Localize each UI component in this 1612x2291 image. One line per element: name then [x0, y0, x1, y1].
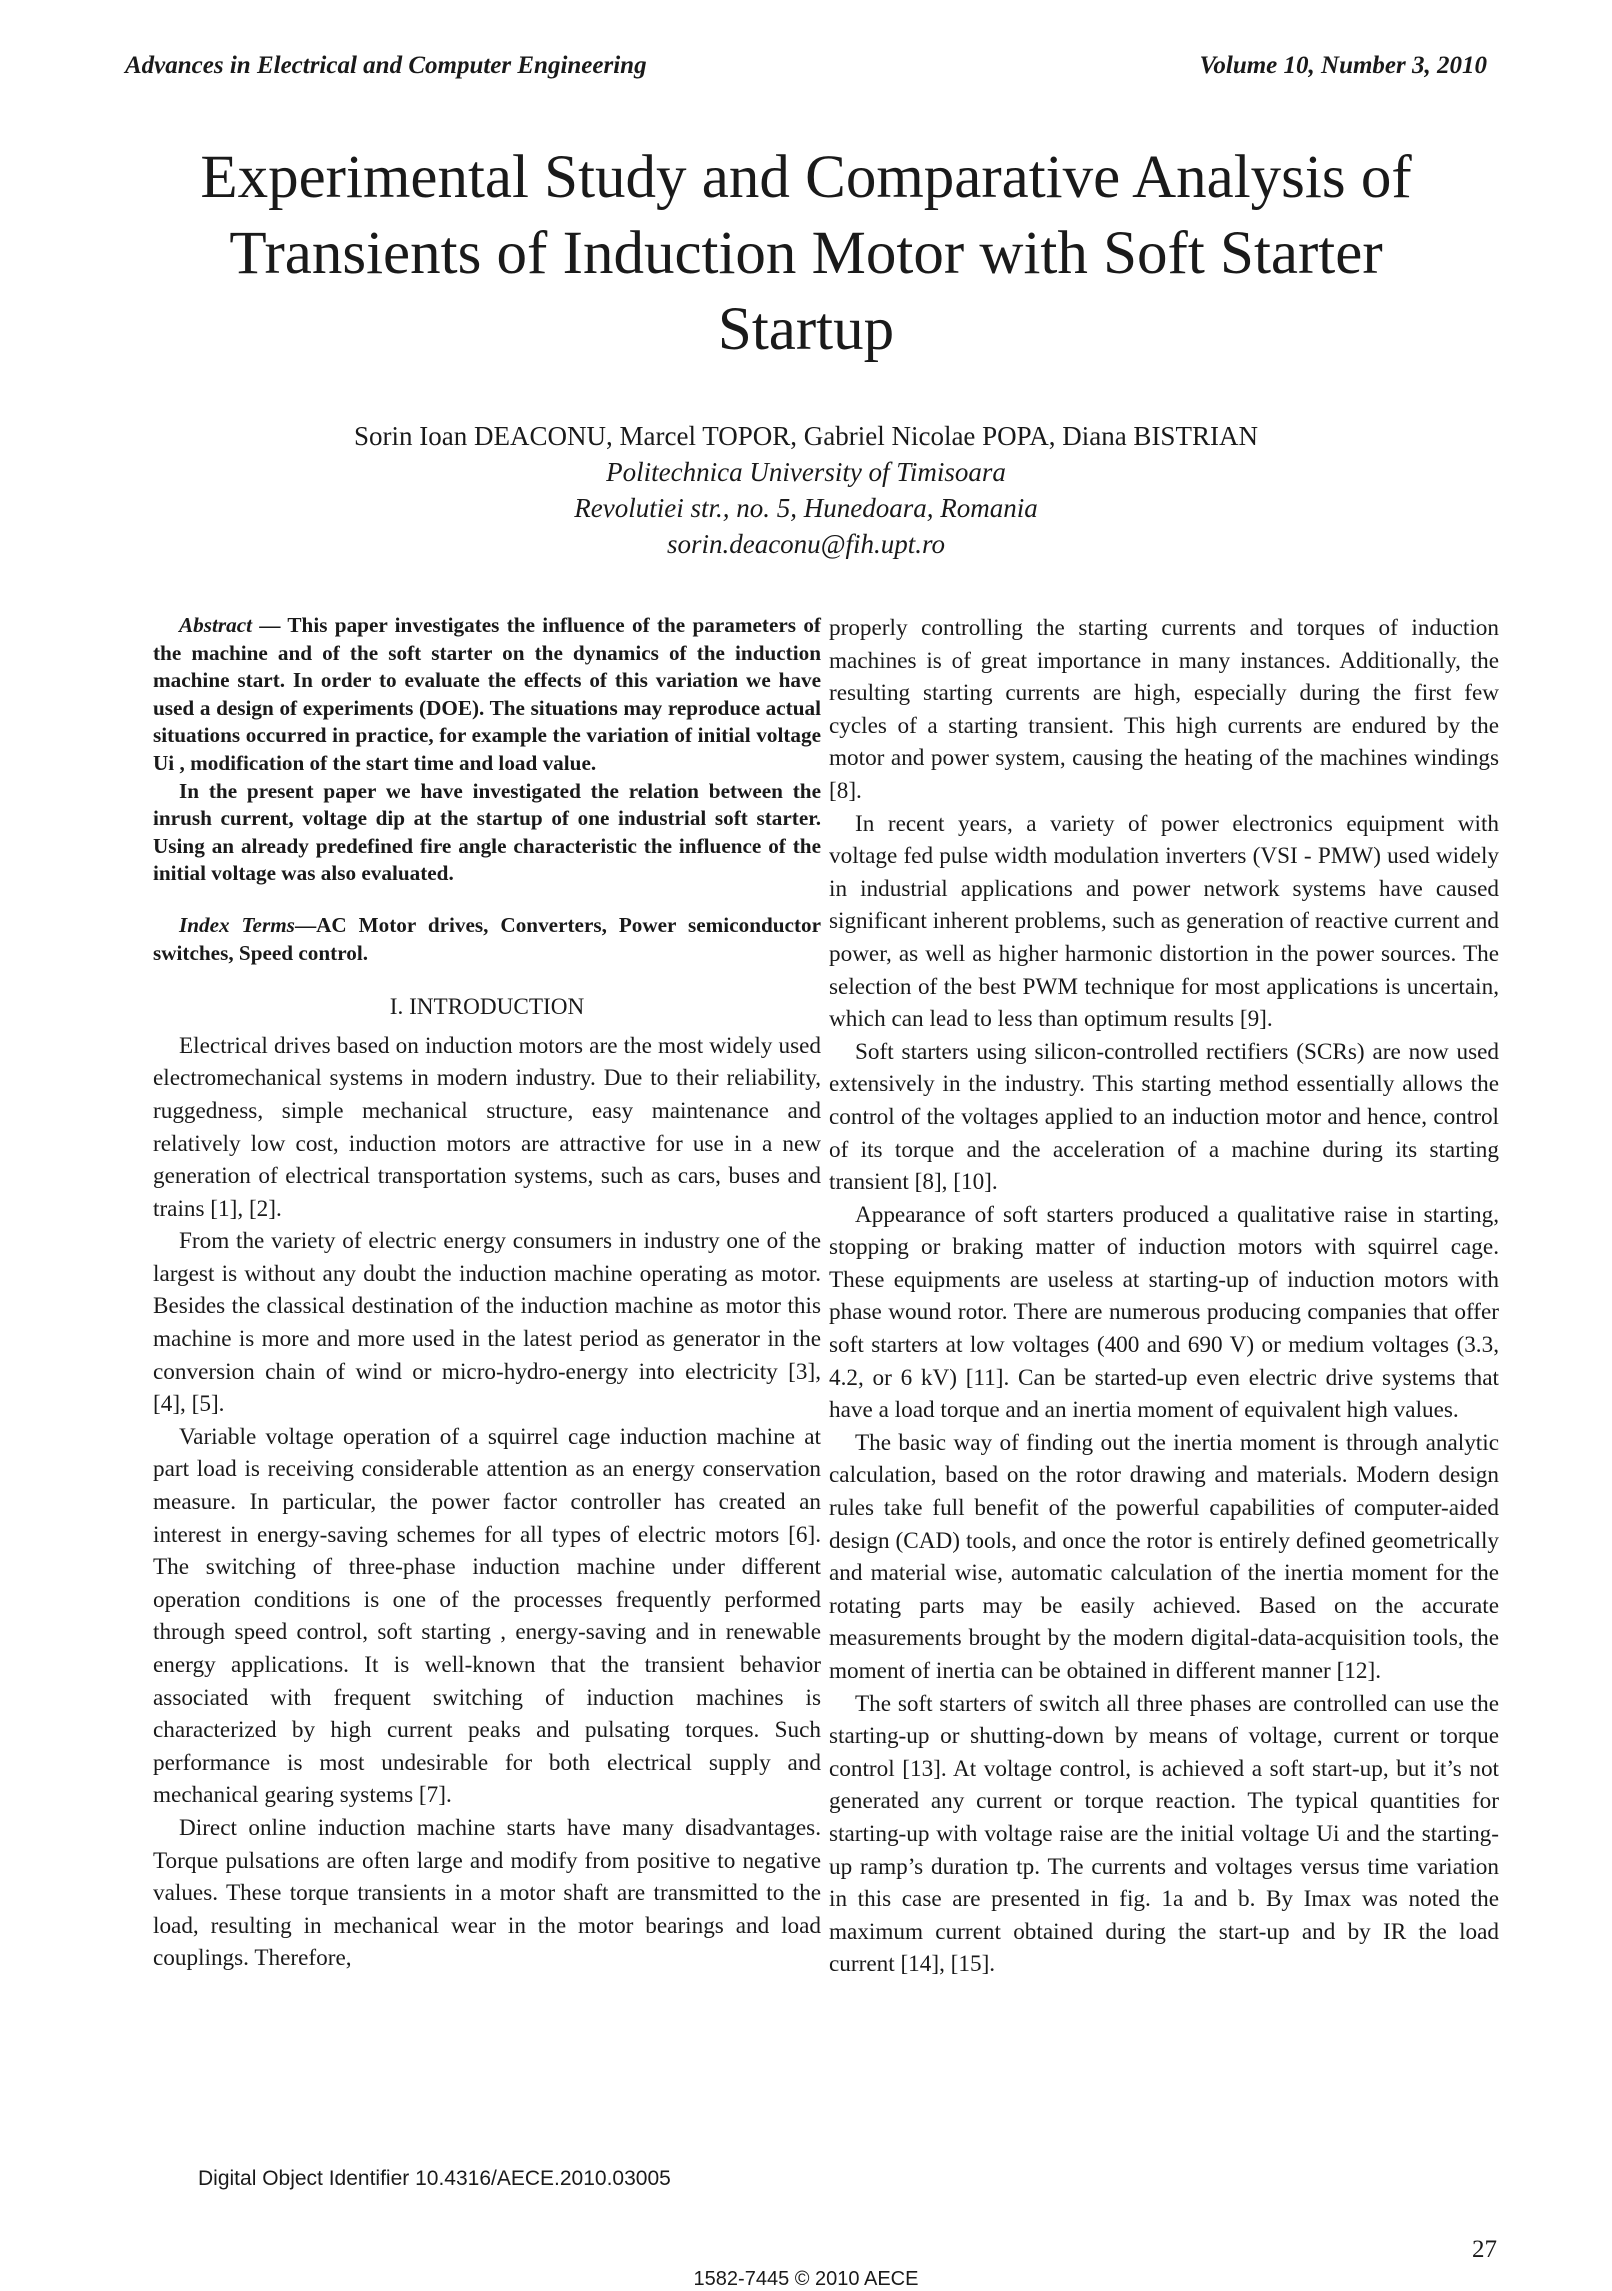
left-column [153, 612, 821, 1975]
index-terms [153, 912, 821, 967]
intro-paragraph-2: From the variety of electric energy consumers in industry one of the largest is without any doubt the induction machine operating as motor. Besides the classical destination of the induction machine as motor this machine is more and more used in the latest period as generator in the conversion chain of wind or micro-hydro-energy into electricity [3], [4], [5]. [153, 1228, 821, 1418]
abstract-text-1: — This paper investigates the influence of the parameters of the machine and of the soft starter on the dynamics of the induction machine start. In order to evaluate the effects of this variation we have used a design of experiments (DOE). The situations may reproduce actual situations occurred in practice, for example the variation of initial voltage Ui , modification of the start time and load value. [153, 613, 821, 775]
author-affiliation: Politechnica University of Timisoara [606, 457, 1006, 487]
running-header [125, 52, 1487, 86]
abstract-paragraph-1 [153, 612, 821, 778]
author-address: Revolutiei str., no. 5, Hunedoara, Romania [574, 493, 1038, 523]
journal-name: Advances in Electrical and Computer Engineering [125, 52, 647, 79]
abstract-label: Abstract [179, 613, 252, 637]
author-email: sorin.deaconu@fih.upt.ro [666, 529, 946, 559]
page-number: 27 [1472, 2236, 1497, 2263]
index-terms-label: Index Terms [179, 912, 295, 937]
right-paragraph-3: Soft starters using silicon-controlled rectifiers (SCRs) are now used extensively in the industry. This starting method essentially allows the control of the voltages applied to an induction motor and hence, control of its torque and the acceleration of a machine during its starting transient [8], [10]. [829, 1038, 1499, 1196]
right-paragraph-6: The soft starters of switch all three phases are controlled can use the starting-up or shutting-down by means of voltage, current or torque control [13]. At voltage control, is achieved a soft start-up, but it’s not generated any current or torque reaction. The typical quantities for starting-up with voltage raise are the initial voltage Ui and the starting-up ramp’s duration tp. The currents and voltages versus time variation in this case are presented in fig. 1a and b. By Imax was noted the maximum current obtained during the start-up and by IR the load current [14], [15]. [829, 1690, 1499, 1978]
intro-paragraph-3: Variable voltage operation of a squirrel cage induction machine at part load is receiving considerable attention as an energy conservation measure. In particular, the power factor controller has created an interest in energy-saving schemes for all types of electric motors [6]. The switching of three-phase induction machine under different operation conditions is one of the processes frequently performed through speed control, soft starting , energy-saving and in renewable energy applications. It is well-known that the transient behavior associated with frequent switching of induction machines is characterized by high current peaks and pulsating torques. Such performance is most undesirable for both electrical supply and mechanical gearing systems [7]. [153, 1423, 821, 1809]
section-heading: I. INTRODUCTION [389, 994, 585, 1021]
copyright-footer: 1582-7445 © 2010 AECE [693, 2268, 919, 2290]
right-column [829, 612, 1499, 1981]
intro-paragraph-1: Electrical drives based on induction motors are the most widely used electromechanical systems in modern industry. Due to their reliability, ruggedness, simple mechanical structure, easy maintenance and relatively low cost, induction motors are attractive for use in a new generation of electrical transportation systems, such as cars, buses and trains [1], [2]. [153, 1032, 821, 1222]
doi-footnote: Digital Object Identifier 10.4316/AECE.2010.03005 [198, 2167, 671, 2190]
right-paragraph-2: In recent years, a variety of power electronics equipment with voltage fed pulse width modulation inverters (VSI - PMW) used widely in industrial applications and power network systems have caused significant inherent problems, such as generation of reactive current and power, as well as higher harmonic distortion in the power sources. The selection of the best PWM technique for most applications is uncertain, which can lead to less than optimum results [9]. [829, 810, 1499, 1033]
intro-paragraph-4: Direct online induction machine starts have many disadvantages. Torque pulsations are often large and modify from positive to negative values. These torque transients in a motor shaft are transmitted to the load, resulting in mechanical wear in the motor bearings and load couplings. Therefore, [153, 1814, 821, 1972]
right-paragraph-1: properly controlling the starting currents and torques of induction machines is of great importance in many instances. Additionally, the resulting starting currents are high, especially during the first few cycles of a starting transient. This high currents are endured by the motor and power system, causing the heating of the machines windings [8]. [829, 615, 1499, 804]
index-terms-text: —AC Motor drives, Converters, Power semiconductor switches, Speed control. [153, 912, 822, 965]
right-paragraph-4: Appearance of soft starters produced a qualitative raise in starting, stopping or braking matter of induction motors with squirrel cage. These equipments are useless at starting-up of induction motors with phase wound rotor. There are numerous producing companies that offer soft starters at low voltages (400 and 690 V) or medium voltages (3.3, 4.2, or 6 kV) [11]. Can be started-up even electric drive systems that have a load torque and an inertia moment of equivalent high values. [829, 1201, 1499, 1424]
paper-title: Experimental Study and Comparative Analysis of Transients of Induction Motor with Soft Starter Startup [200, 144, 1412, 363]
right-paragraph-5: The basic way of finding out the inertia moment is through analytic calculation, based on the rotor drawing and materials. Modern design rules take full benefit of the powerful capabilities of computer-aided design (CAD) tools, and once the rotor is entirely defined geometrically and material wise, automatic calculation of the inertia moment for the rotating parts may be easily achieved. Based on the accurate measurements brought by the modern digital-data-acquisition tools, the moment of inertia can be obtained in different manner [12]. [829, 1429, 1499, 1684]
abstract [153, 612, 821, 888]
volume-info: Volume 10, Number 3, 2010 [1199, 52, 1487, 79]
author-block [140, 418, 1472, 562]
abstract-paragraph-2: In the present paper we have investigated the relation between the inrush current, voltage dip at the startup of one industrial soft starter. Using an already predefined fire angle characteristic the influence of the initial voltage was also evaluated. [153, 778, 821, 886]
author-names: Sorin Ioan DEACONU, Marcel TOPOR, Gabriel Nicolae POPA, Diana BISTRIAN [354, 421, 1258, 451]
